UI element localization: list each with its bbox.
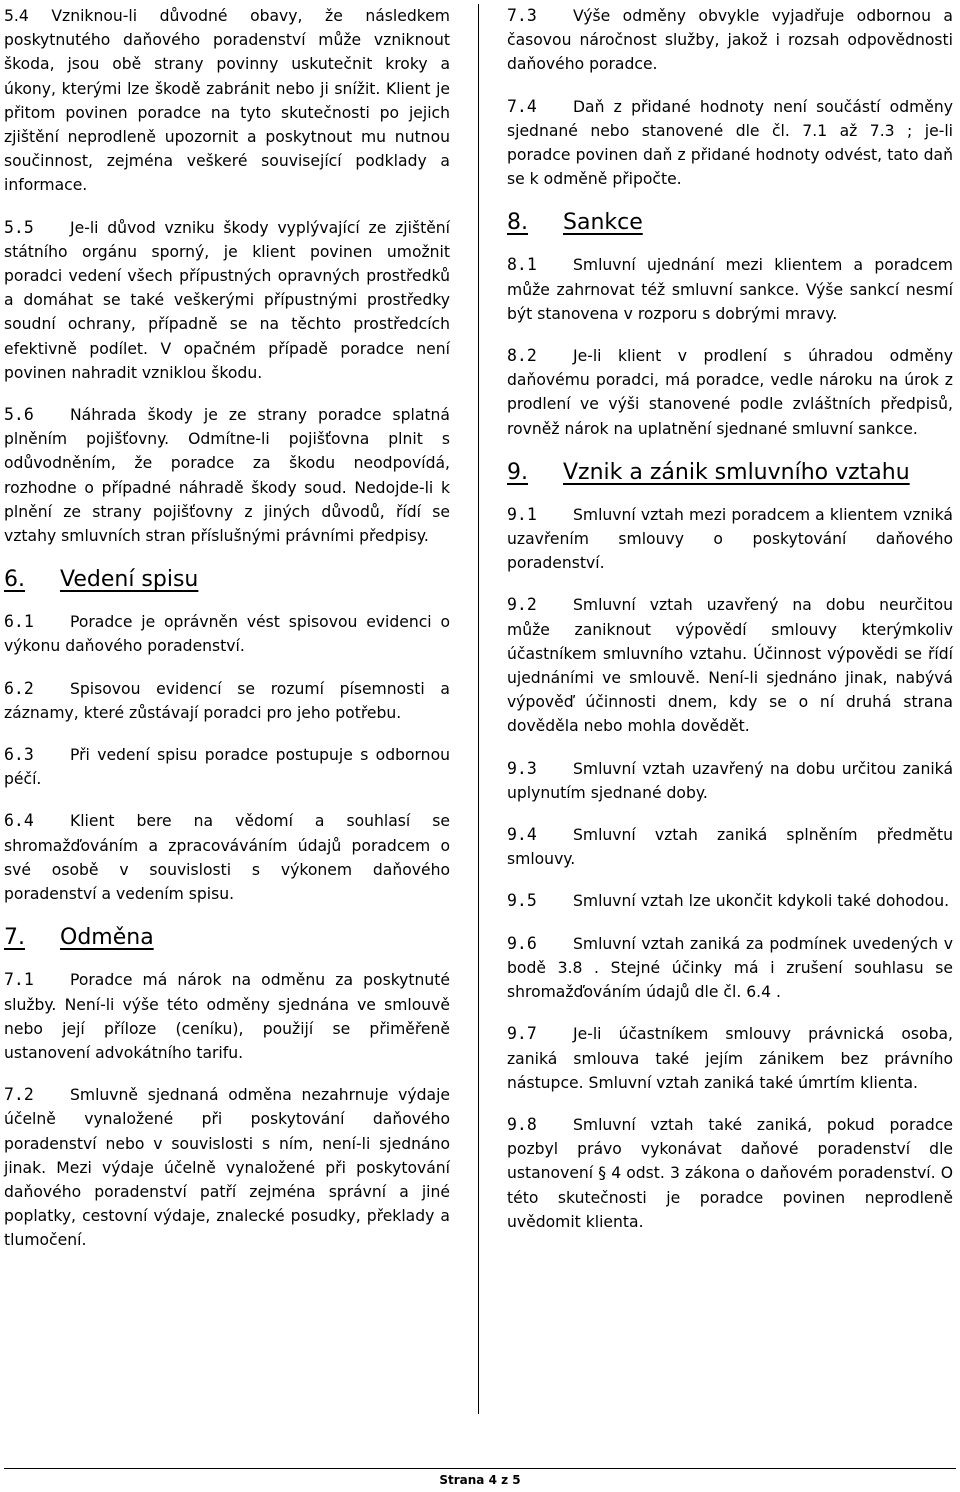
paragraph-9-2: 9.2 Smluvní vztah uzavřený na dobu neurčitou může zaniknout výpovědí smlouvy kterýmkoliv účastníkem smluvního vztahu. Účinnost výpovědi se řídí ujednáními ve smlouvě. Není-li sjednáno jinak, nabývá výpověď účinnosti dnem, kdy se o ní druhá strana dověděla nebo mohla dovědět. xyxy=(507,595,953,736)
paragraph-number: 8.1 xyxy=(507,255,537,275)
paragraph-6-2: 6.2 Spisovou evidencí se rozumí písemnosti a záznamy, které zůstávají poradci pro jeho potřebu. xyxy=(4,678,450,722)
paragraph-number: 5.5 xyxy=(4,217,34,237)
paragraph-8-1: 8.1 Smluvní ujednání mezi klientem a poradcem může zahrnovat též smluvní sankce. Výše sankcí nesmí být stanovena v rozporu s dobrými mravy. xyxy=(507,255,953,323)
paragraph-7-3: 7.3 Výše odměny obvykle vyjadřuje odbornou a časovou náročnost služby, jakož i rozsah odpovědnosti daňového poradce. xyxy=(507,6,953,74)
paragraph-7-4: 7.4 Daň z přidané hodnoty není součástí odměny sjednané nebo stanovené dle čl. 7.1 až 7.3 ; je-li poradce povinen daň z přidané hodnoty odvést, tato daň se k odměně připočte. xyxy=(507,96,953,189)
paragraph-9-3: 9.3 Smluvní vztah uzavřený na dobu určitou zaniká uplynutím sjednané doby. xyxy=(507,758,953,802)
paragraph-number: 9.8 xyxy=(507,1114,537,1134)
paragraph-number: 8.2 xyxy=(507,346,537,366)
paragraph-number: 6.4 xyxy=(4,811,34,831)
section-heading-9: 9. Vznik a zánik smluvního vztahu xyxy=(507,459,910,485)
paragraph-number: 9.7 xyxy=(507,1024,537,1044)
section-heading-7: 7. Odměna xyxy=(4,925,154,951)
column-divider xyxy=(478,4,479,1414)
paragraph-5-4: 5.4 Vzniknou-li důvodné obavy, že následkem poskytnutého daňového poradenství může vzniknout škoda, jsou obě strany povinny uskutečnit kroky a úkony, kterými lze škodě zabránit nebo ji snížit. Klient je přitom povinen poradce na tyto skutečnosti po jejich zjištění neprodleně upozornit a poskytnout mu nutnou součinnost, zejména veškeré související podklady a informace. xyxy=(4,7,450,195)
paragraph-5-5: 5.5 Je-li důvod vzniku škody vyplývající ze zjištění státního orgánu sporný, je klient povinen umožnit poradci vedení všech přípustných opravných prostředků a domáhat se také veškerými přípustnými prostředky soudní ochrany, případně se na těchto prostředcích efektivně podílet. V opačném případě poradce není povinen nahradit vzniklou škodu. xyxy=(4,217,450,382)
paragraph-6-3: 6.3 Při vedení spisu poradce postupuje s odbornou péčí. xyxy=(4,745,450,789)
paragraph-number: 6.2 xyxy=(4,678,34,698)
paragraph-9-6: 9.6 Smluvní vztah zaniká za podmínek uvedených v bodě 3.8 . Stejné účinky má i zrušení souhlasu se shromažďováním údajů dle čl. 6.4 . xyxy=(507,933,953,1002)
paragraph-6-1: 6.1 Poradce je oprávněn vést spisovou evidenci o výkonu daňového poradenství. xyxy=(4,612,450,656)
paragraph-number: 7.2 xyxy=(4,1085,34,1105)
paragraph-9-1: 9.1 Smluvní vztah mezi poradcem a klientem vzniká uzavřením smlouvy o poskytování daňového poradenství. xyxy=(507,504,953,573)
paragraph-number: 6.3 xyxy=(4,745,34,765)
right-column xyxy=(507,4,953,1252)
paragraph-number: 9.1 xyxy=(507,504,537,524)
paragraph-9-8: 9.8 Smluvní vztah také zaniká, pokud poradce pozbyl právo vykonávat daňové poradenství dle ustanovení § 4 odst. 3 zákona o daňovém poradenství. O této skutečnosti je poradce povinen neprodleně uvědomit klienta. xyxy=(507,1114,953,1231)
footer-rule xyxy=(4,1468,956,1469)
paragraph-7-1: 7.1 Poradce má nárok na odměnu za poskytnuté služby. Není-li výše této odměny sjednána ve smlouvě nebo její příloze (ceníku), použijí se přiměřeně ustanovení advokátního tarifu. xyxy=(4,970,450,1062)
paragraph-number: 9.4 xyxy=(507,825,537,845)
paragraph-9-5: 9.5 Smluvní vztah lze ukončit kdykoli také dohodou. xyxy=(507,889,953,913)
paragraph-number: 5.6 xyxy=(4,405,34,425)
paragraph-number: 9.2 xyxy=(507,595,537,615)
left-column xyxy=(4,4,450,1271)
paragraph-6-4: 6.4 Klient bere na vědomí a souhlasí se shromažďováním a zpracováváním údajů poradcem o své osobě v souvislosti s výkonem daňového poradenství a vedením spisu. xyxy=(4,811,450,904)
page-number-footer: Strana 4 z 5 xyxy=(439,1473,521,1487)
paragraph-number: 7.4 xyxy=(507,96,537,116)
paragraph-7-2: 7.2 Smluvně sjednaná odměna nezahrnuje výdaje účelně vynaložené při poskytování daňového poradenství nebo v souvislosti s ním, není-li sjednáno jinak. Mezi výdaje účelně vynaložené při poskytování daňového poradenství patří zejména správní a jiné poplatky, cestovní výdaje, znalecké posudky, překlady a tlumočení. xyxy=(4,1085,450,1250)
paragraph-number: 9.5 xyxy=(507,891,537,911)
paragraph-number: 9.3 xyxy=(507,758,537,778)
paragraph-9-4: 9.4 Smluvní vztah zaniká splněním předmětu smlouvy. xyxy=(507,825,953,869)
paragraph-5-6: 5.6 Náhrada škody je ze strany poradce splatná plněním pojišťovny. Odmítne-li pojišťovna plnit s odůvodněním, že poradce za škodu neodpovídá, rozhodne o případné náhradě škody soud. Nedojde-li k plnění ze strany pojišťovny z jiných důvodů, řídí se vztahy smluvních stran příslušnými právními předpisy. xyxy=(4,405,450,546)
paragraph-number: 9.6 xyxy=(507,933,537,953)
paragraph-9-7: 9.7 Je-li účastníkem smlouvy právnická osoba, zaniká smlouva také jejím zánikem bez právního nástupce. Smluvní vztah zaniká také úmrtím klienta. xyxy=(507,1024,953,1092)
paragraph-number: 6.1 xyxy=(4,612,34,632)
paragraph-number: 7.3 xyxy=(507,6,537,25)
paragraph-8-2: 8.2 Je-li klient v prodlení s úhradou odměny daňovému poradci, má poradce, vedle nároku na úrok z prodlení ve výši stanovené podle zvláštních předpisů, rovněž nárok na uplatnění sjednané smluvní sankce. xyxy=(507,346,953,438)
section-heading-6: 6. Vedení spisu xyxy=(4,567,199,593)
section-heading-8: 8. Sankce xyxy=(507,210,643,236)
paragraph-number: 7.1 xyxy=(4,970,34,990)
